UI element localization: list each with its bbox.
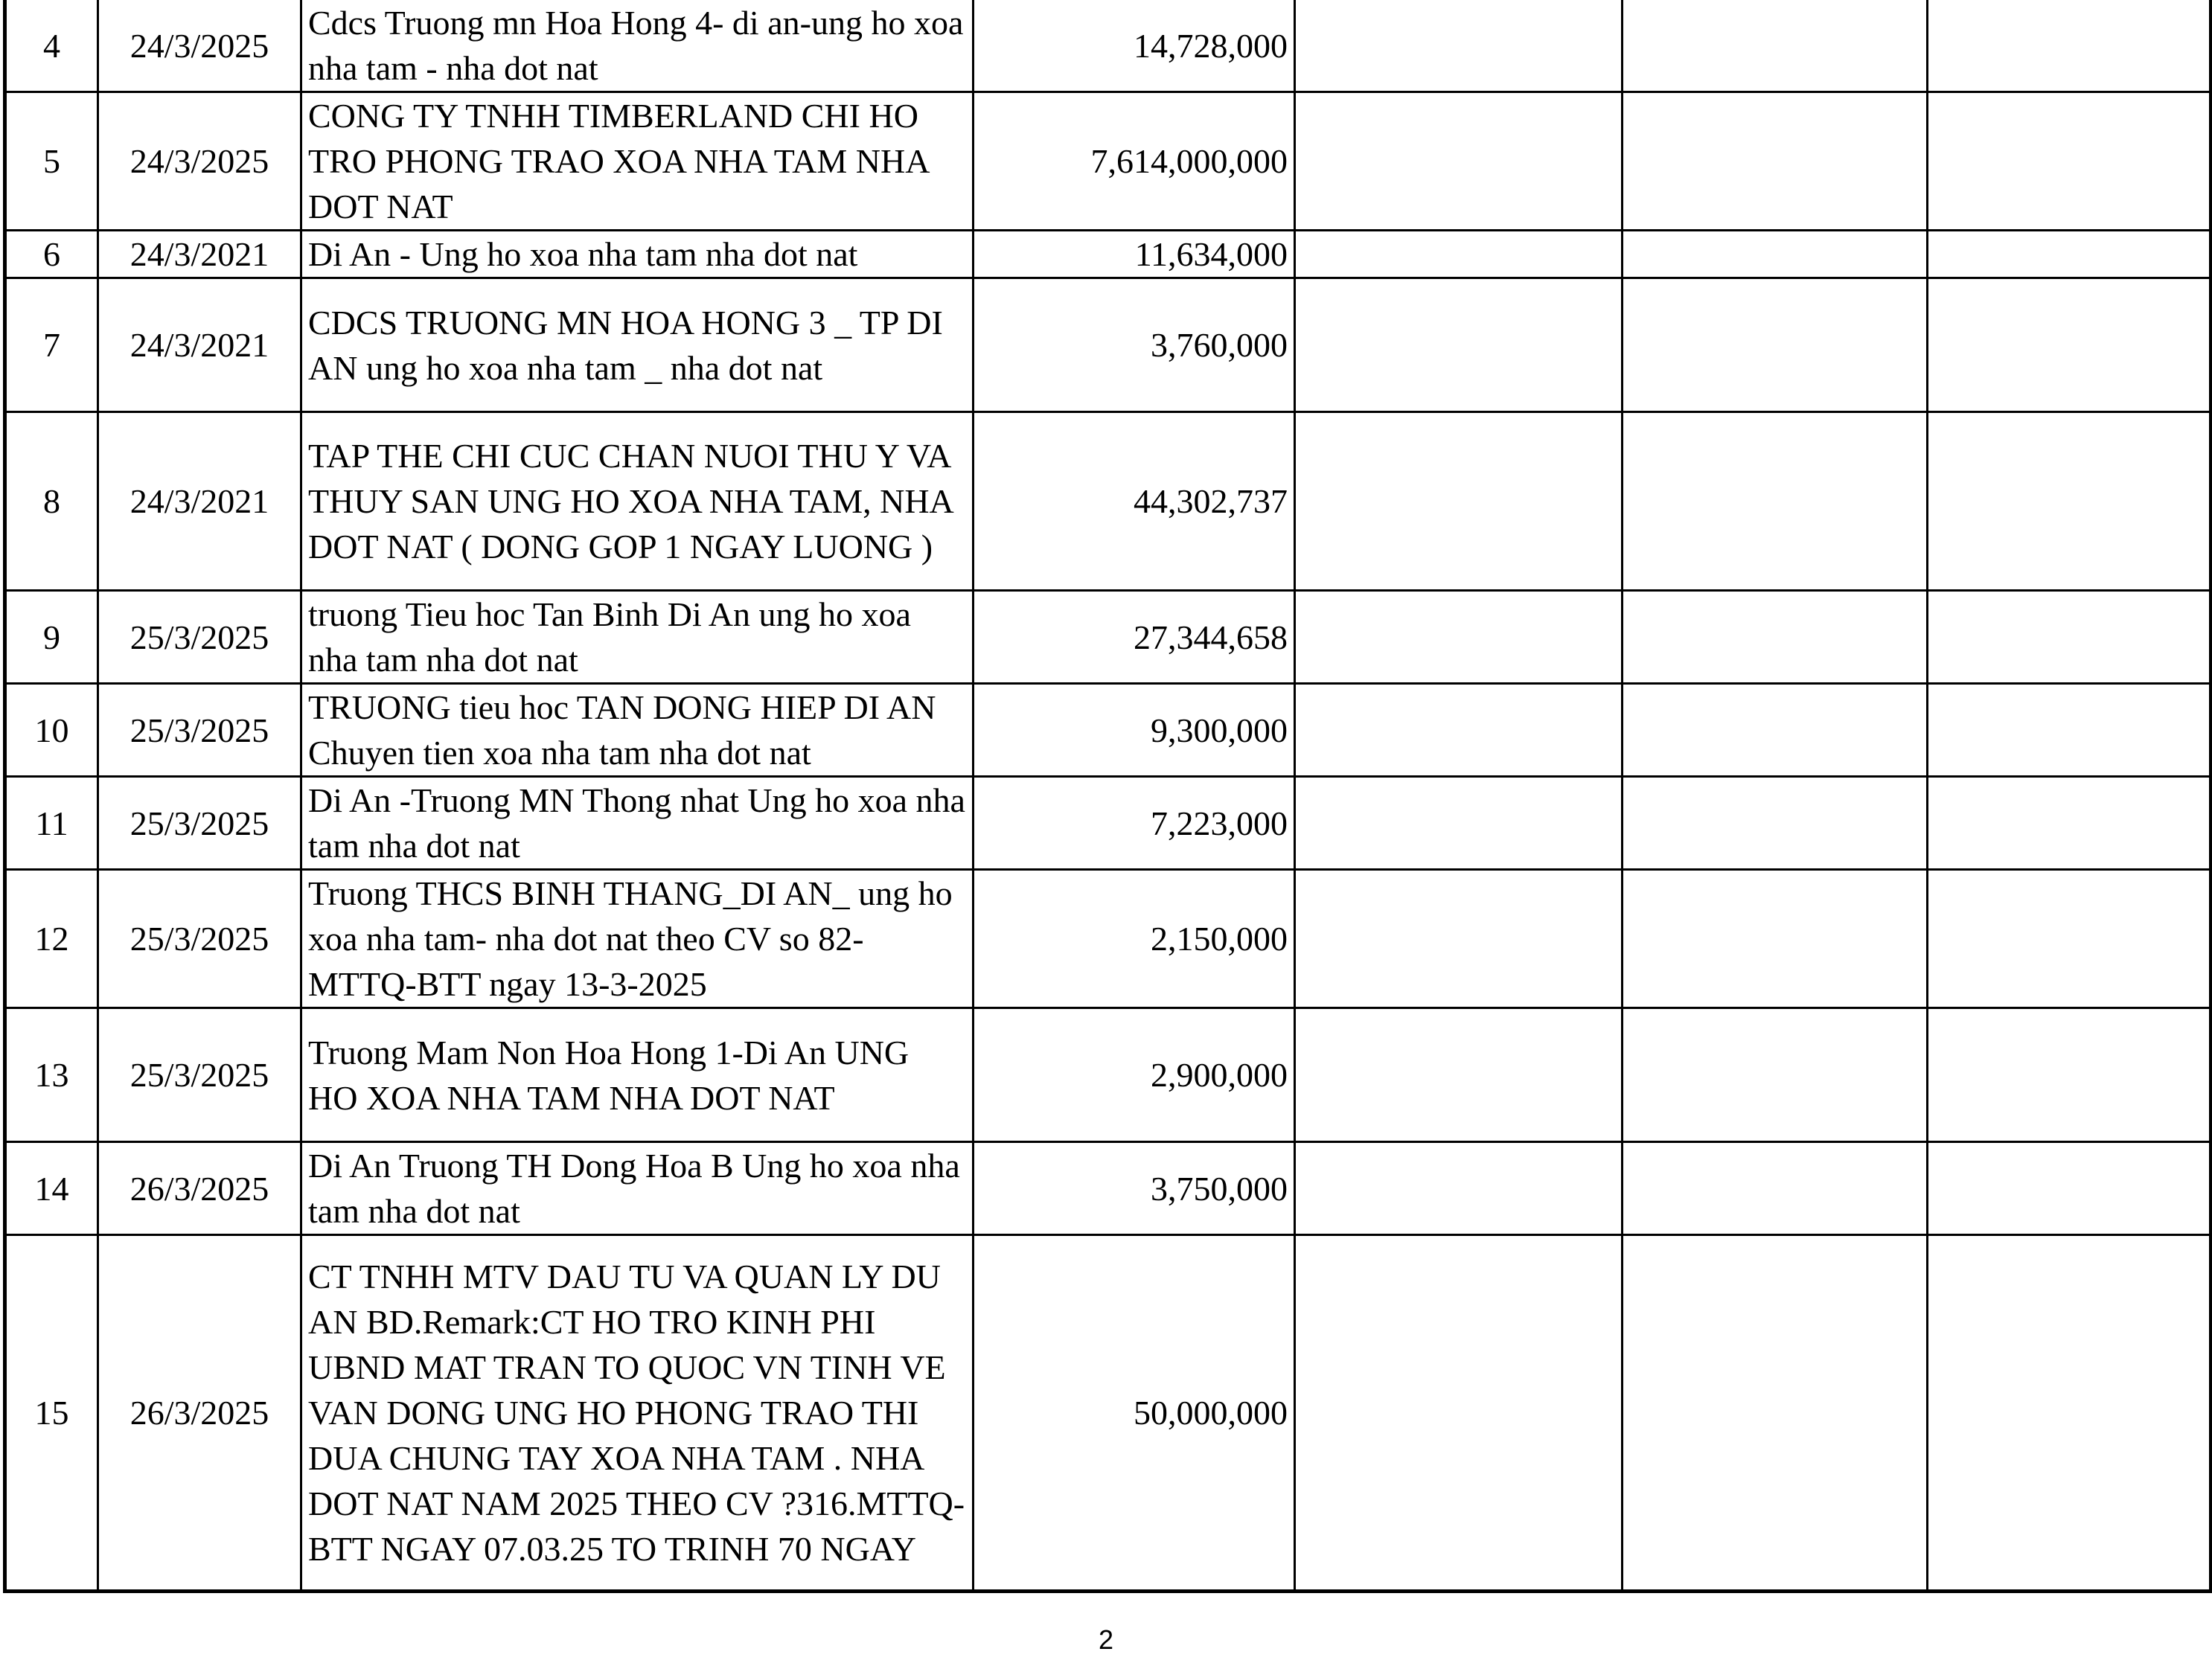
empty-cell xyxy=(1623,412,1928,591)
row-number: 4 xyxy=(5,0,98,92)
row-date: 24/3/2021 xyxy=(98,231,301,278)
empty-cell xyxy=(1928,1008,2211,1142)
row-date: 25/3/2025 xyxy=(98,870,301,1008)
row-description: Di An - Ung ho xoa nha tam nha dot nat xyxy=(301,231,974,278)
empty-cell xyxy=(1295,412,1623,591)
empty-cell xyxy=(1295,1142,1623,1235)
empty-cell xyxy=(1623,0,1928,92)
empty-cell xyxy=(1623,684,1928,777)
table-row xyxy=(5,591,2211,684)
empty-cell xyxy=(1295,1008,1623,1142)
row-number: 7 xyxy=(5,278,98,412)
row-description: truong Tieu hoc Tan Binh Di An ung ho xoa nha tam nha dot nat xyxy=(301,591,974,684)
row-description: CONG TY TNHH TIMBERLAND CHI HO TRO PHONG TRAO XOA NHA TAM NHA DOT NAT xyxy=(301,92,974,231)
row-date: 25/3/2025 xyxy=(98,777,301,870)
row-amount: 14,728,000 xyxy=(974,0,1295,92)
row-amount: 7,614,000,000 xyxy=(974,92,1295,231)
row-amount: 50,000,000 xyxy=(974,1235,1295,1592)
row-amount: 11,634,000 xyxy=(974,231,1295,278)
row-date: 24/3/2025 xyxy=(98,92,301,231)
empty-cell xyxy=(1295,92,1623,231)
empty-cell xyxy=(1295,231,1623,278)
row-amount: 9,300,000 xyxy=(974,684,1295,777)
table-row xyxy=(5,870,2211,1008)
row-amount: 2,900,000 xyxy=(974,1008,1295,1142)
empty-cell xyxy=(1623,777,1928,870)
empty-cell xyxy=(1623,231,1928,278)
table-row xyxy=(5,278,2211,412)
table-row xyxy=(5,231,2211,278)
empty-cell xyxy=(1928,0,2211,92)
row-number: 12 xyxy=(5,870,98,1008)
empty-cell xyxy=(1295,1235,1623,1592)
empty-cell xyxy=(1928,412,2211,591)
row-number: 15 xyxy=(5,1235,98,1592)
row-number: 14 xyxy=(5,1142,98,1235)
row-number: 9 xyxy=(5,591,98,684)
table-row xyxy=(5,412,2211,591)
row-description: TAP THE CHI CUC CHAN NUOI THU Y VA THUY SAN UNG HO XOA NHA TAM, NHA DOT NAT ( DONG GOP 1 NGAY LUONG ) xyxy=(301,412,974,591)
table-row xyxy=(5,1008,2211,1142)
empty-cell xyxy=(1928,870,2211,1008)
row-number: 13 xyxy=(5,1008,98,1142)
row-description: Truong THCS BINH THANG_DI AN_ ung ho xoa nha tam- nha dot nat theo CV so 82-MTTQ-BTT ngay 13-3-2025 xyxy=(301,870,974,1008)
row-amount: 3,750,000 xyxy=(974,1142,1295,1235)
empty-cell xyxy=(1928,231,2211,278)
empty-cell xyxy=(1928,92,2211,231)
row-date: 24/3/2021 xyxy=(98,412,301,591)
row-number: 5 xyxy=(5,92,98,231)
empty-cell xyxy=(1295,0,1623,92)
empty-cell xyxy=(1928,684,2211,777)
donation-table xyxy=(3,0,2212,1593)
empty-cell xyxy=(1928,777,2211,870)
empty-cell xyxy=(1623,1008,1928,1142)
empty-cell xyxy=(1623,1235,1928,1592)
empty-cell xyxy=(1295,870,1623,1008)
empty-cell xyxy=(1623,278,1928,412)
table-row xyxy=(5,1142,2211,1235)
empty-cell xyxy=(1928,278,2211,412)
empty-cell xyxy=(1295,684,1623,777)
row-amount: 27,344,658 xyxy=(974,591,1295,684)
row-amount: 44,302,737 xyxy=(974,412,1295,591)
row-number: 11 xyxy=(5,777,98,870)
table-row xyxy=(5,1235,2211,1592)
row-description: Truong Mam Non Hoa Hong 1-Di An UNG HO XOA NHA TAM NHA DOT NAT xyxy=(301,1008,974,1142)
row-date: 25/3/2025 xyxy=(98,591,301,684)
empty-cell xyxy=(1928,591,2211,684)
empty-cell xyxy=(1623,1142,1928,1235)
row-date: 25/3/2025 xyxy=(98,684,301,777)
row-amount: 3,760,000 xyxy=(974,278,1295,412)
row-description: TRUONG tieu hoc TAN DONG HIEP DI AN Chuyen tien xoa nha tam nha dot nat xyxy=(301,684,974,777)
table-row xyxy=(5,0,2211,92)
table-row xyxy=(5,92,2211,231)
empty-cell xyxy=(1623,870,1928,1008)
row-amount: 2,150,000 xyxy=(974,870,1295,1008)
empty-cell xyxy=(1295,777,1623,870)
empty-cell xyxy=(1928,1235,2211,1592)
page-number: 2 xyxy=(1098,1624,1114,1655)
row-date: 26/3/2025 xyxy=(98,1142,301,1235)
row-date: 24/3/2025 xyxy=(98,0,301,92)
empty-cell xyxy=(1623,92,1928,231)
row-description: CT TNHH MTV DAU TU VA QUAN LY DU AN BD.Remark:CT HO TRO KINH PHI UBND MAT TRAN TO QUOC VN TINH VE VAN DONG UNG HO PHONG TRAO THI DUA CHUNG TAY XOA NHA TAM . NHA DOT NAT NAM 2025 THEO CV ?316.MTTQ-BTT NGAY 07.03.25 TO TRINH 70 NGAY xyxy=(301,1235,974,1592)
row-number: 8 xyxy=(5,412,98,591)
row-amount: 7,223,000 xyxy=(974,777,1295,870)
row-number: 6 xyxy=(5,231,98,278)
table-row xyxy=(5,684,2211,777)
empty-cell xyxy=(1623,591,1928,684)
empty-cell xyxy=(1928,1142,2211,1235)
table-row xyxy=(5,777,2211,870)
empty-cell xyxy=(1295,278,1623,412)
row-date: 26/3/2025 xyxy=(98,1235,301,1592)
row-description: Cdcs Truong mn Hoa Hong 4- di an-ung ho xoa nha tam - nha dot nat xyxy=(301,0,974,92)
empty-cell xyxy=(1295,591,1623,684)
row-description: Di An Truong TH Dong Hoa B Ung ho xoa nha tam nha dot nat xyxy=(301,1142,974,1235)
row-date: 24/3/2021 xyxy=(98,278,301,412)
row-description: Di An -Truong MN Thong nhat Ung ho xoa nha tam nha dot nat xyxy=(301,777,974,870)
row-description: CDCS TRUONG MN HOA HONG 3 _ TP DI AN ung ho xoa nha tam _ nha dot nat xyxy=(301,278,974,412)
row-number: 10 xyxy=(5,684,98,777)
row-date: 25/3/2025 xyxy=(98,1008,301,1142)
